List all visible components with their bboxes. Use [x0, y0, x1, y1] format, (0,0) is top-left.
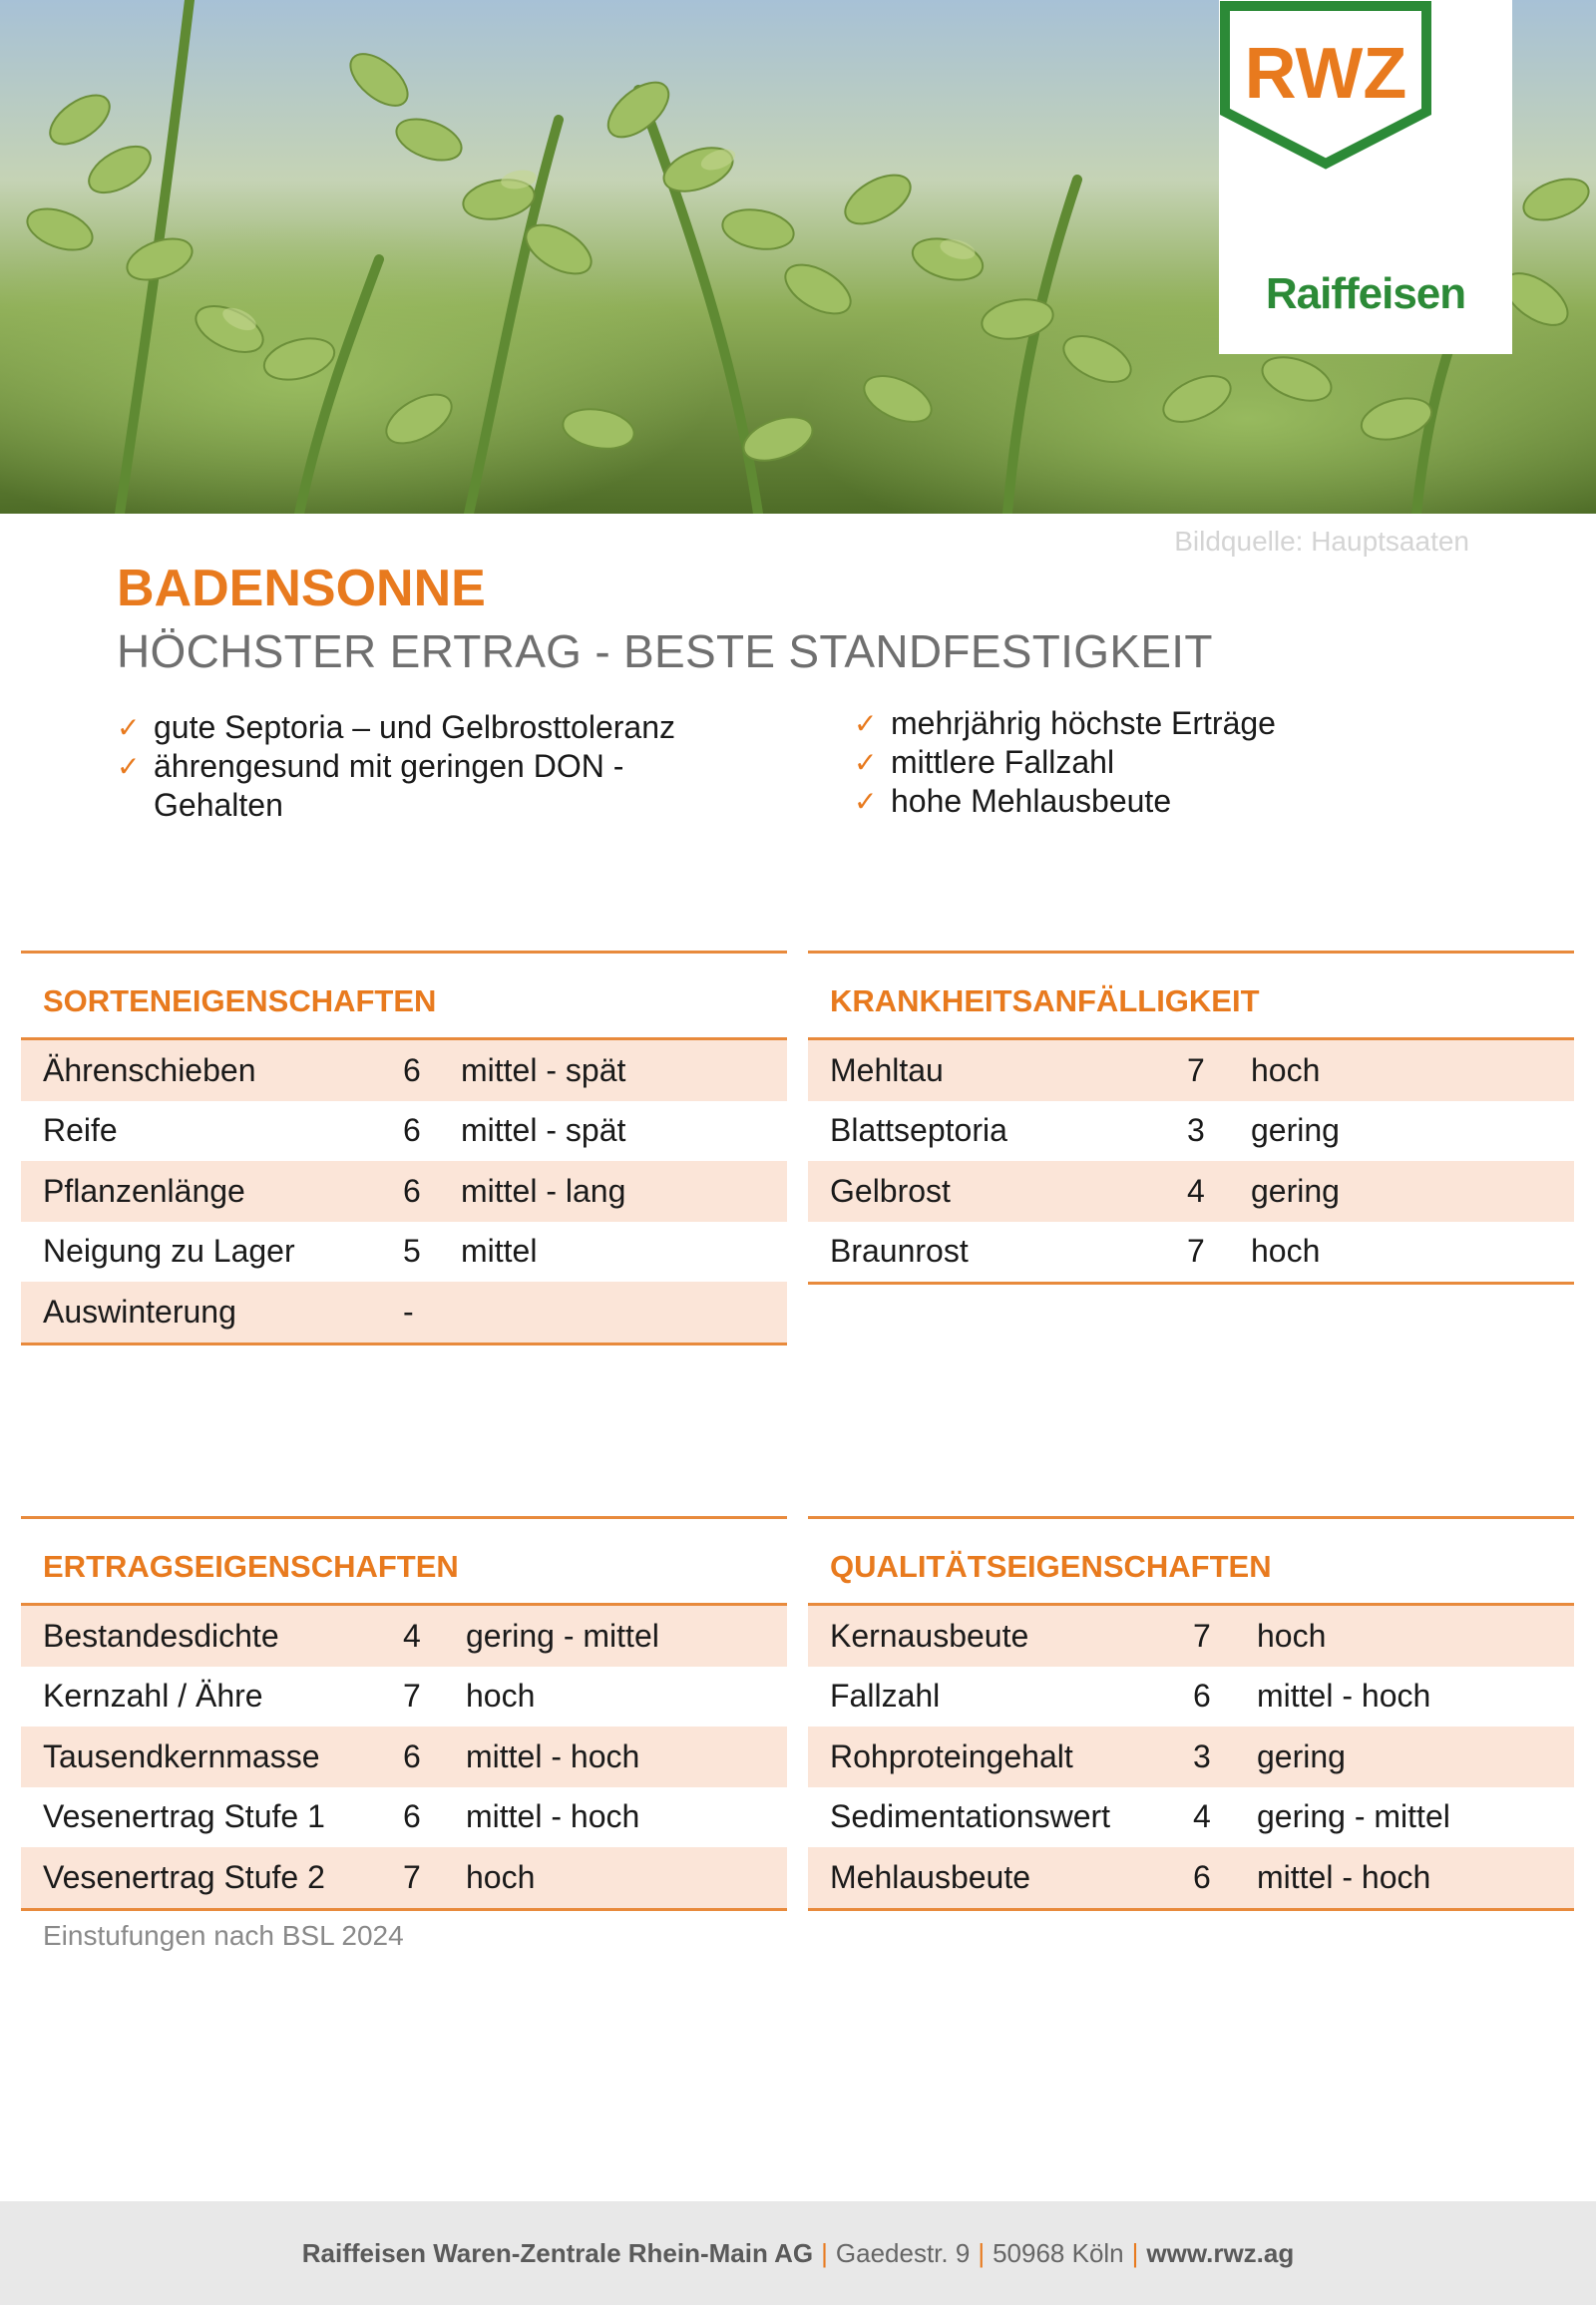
trait-score: 6: [403, 1737, 421, 1774]
table-row: [21, 1282, 787, 1343]
check-icon: ✓: [854, 747, 878, 778]
table-row: [808, 1727, 1574, 1787]
feature-item: [854, 704, 1452, 743]
check-icon: ✓: [854, 708, 878, 739]
feature-item: [854, 743, 1452, 782]
trait-name: Neigung zu Lager: [43, 1233, 295, 1270]
feature-list-left: [117, 708, 715, 825]
trait-name: Kernausbeute: [830, 1617, 1029, 1654]
feature-text: mehrjährig höchste Erträge: [891, 705, 1276, 741]
trait-rating: gering: [1257, 1737, 1346, 1774]
trait-score: 6: [403, 1112, 421, 1149]
trait-rating: mittel - hoch: [466, 1737, 640, 1774]
trait-rating: mittel - hoch: [1257, 1858, 1431, 1895]
trait-score: 6: [1193, 1858, 1211, 1895]
trait-rating: hoch: [1251, 1051, 1321, 1088]
feature-item: [854, 782, 1452, 821]
table-row: [808, 1787, 1574, 1848]
table-row: [21, 1040, 787, 1101]
trait-name: Reife: [43, 1112, 118, 1149]
trait-name: Tausendkernmasse: [43, 1737, 320, 1774]
table-row: [21, 1606, 787, 1667]
footer-separator: |: [821, 2237, 828, 2268]
check-icon: ✓: [117, 712, 141, 743]
trait-name: Gelbrost: [830, 1172, 951, 1209]
trait-name: Auswinterung: [43, 1293, 236, 1330]
footer-company: Raiffeisen Waren-Zentrale Rhein-Main AG: [301, 2237, 814, 2268]
feature-text: hohe Mehlausbeute: [891, 783, 1172, 819]
trait-score: 5: [403, 1233, 421, 1270]
trait-rating: mittel - lang: [461, 1172, 626, 1209]
image-source: Bildquelle: Hauptsaaten: [1174, 526, 1469, 557]
trait-name: Rohproteingehalt: [830, 1737, 1073, 1774]
trait-name: Blattseptoria: [830, 1112, 1007, 1149]
check-icon: ✓: [854, 786, 878, 817]
trait-rating: mittel - hoch: [1257, 1678, 1431, 1715]
table-row: [21, 1222, 787, 1283]
trait-rating: hoch: [1251, 1233, 1321, 1270]
table-heading: QUALITÄTSEIGENSCHAFTEN: [830, 1549, 1272, 1584]
wheat-field-photo: [0, 0, 1596, 514]
table-row: [808, 1847, 1574, 1908]
krankheitsanfaelligkeit-table: [808, 951, 1574, 1285]
footer-street: Gaedestr. 9: [835, 2237, 971, 2268]
trait-rating: mittel - spät: [461, 1051, 626, 1088]
trait-rating: mittel - spät: [461, 1112, 626, 1149]
trait-rating: mittel: [461, 1233, 538, 1270]
feature-text: ährengesund mit geringen DON -: [154, 748, 624, 784]
trait-score: 7: [1187, 1051, 1205, 1088]
feature-text-continuation: Gehalten: [154, 787, 283, 823]
table-row: [808, 1606, 1574, 1667]
trait-name: Mehltau: [830, 1051, 944, 1088]
divider: [808, 1282, 1574, 1285]
table-heading: KRANKHEITSANFÄLLIGKEIT: [830, 983, 1260, 1018]
trait-score: 7: [403, 1858, 421, 1895]
product-subtitle: HÖCHSTER ERTRAG - BESTE STANDFESTIGKEIT: [117, 625, 1213, 677]
feature-text: mittlere Fallzahl: [891, 744, 1115, 780]
trait-name: Vesenertrag Stufe 2: [43, 1858, 325, 1895]
table-row: [21, 1101, 787, 1162]
feature-list-right: [854, 704, 1452, 821]
trait-name: Mehlausbeute: [830, 1858, 1031, 1895]
trait-rating: mittel - hoch: [466, 1798, 640, 1835]
trait-score: 6: [403, 1051, 421, 1088]
footer-website-link[interactable]: www.rwz.ag: [1146, 2237, 1295, 2268]
ertragseigenschaften-table: [21, 1516, 787, 1911]
trait-rating: gering: [1251, 1172, 1340, 1209]
footer-separator: |: [1131, 2237, 1139, 2268]
table-row: [21, 1667, 787, 1728]
trait-name: Bestandesdichte: [43, 1617, 279, 1654]
trait-score: 7: [403, 1678, 421, 1715]
table-row: [808, 1101, 1574, 1162]
table-row: [21, 1161, 787, 1222]
divider: [808, 1908, 1574, 1911]
trait-name: Fallzahl: [830, 1678, 941, 1715]
divider: [21, 1908, 787, 1911]
trait-score: -: [403, 1293, 414, 1330]
product-title: BADENSONNE: [117, 560, 486, 617]
footer: [0, 2201, 1596, 2305]
table-row: [21, 1727, 787, 1787]
rwz-shield-icon: [1219, 0, 1432, 170]
trait-score: 7: [1187, 1233, 1205, 1270]
trait-score: 6: [403, 1172, 421, 1209]
trait-rating: hoch: [1257, 1617, 1327, 1654]
table-row: [808, 1667, 1574, 1728]
trait-rating: gering - mittel: [466, 1617, 659, 1654]
qualitaetseigenschaften-table: [808, 1516, 1574, 1911]
trait-score: 6: [403, 1798, 421, 1835]
rating-source-note: Einstufungen nach BSL 2024: [43, 1920, 404, 1951]
table-row: [21, 1787, 787, 1848]
sorteneigenschaften-table: [21, 951, 787, 1345]
trait-rating: hoch: [466, 1678, 536, 1715]
feature-text: gute Septoria – und Gelbrosttoleranz: [154, 709, 675, 745]
trait-rating: gering: [1251, 1112, 1340, 1149]
trait-score: 4: [403, 1617, 421, 1654]
trait-name: Ährenschieben: [43, 1051, 256, 1088]
table-row: [808, 1040, 1574, 1101]
footer-city: 50968 Köln: [993, 2237, 1124, 2268]
table-row: [808, 1161, 1574, 1222]
trait-name: Braunrost: [830, 1233, 969, 1270]
check-icon: ✓: [117, 751, 141, 782]
trait-name: Sedimentationswert: [830, 1798, 1111, 1835]
table-row: [808, 1222, 1574, 1283]
table-heading: SORTENEIGENSCHAFTEN: [43, 983, 437, 1018]
trait-score: 6: [1193, 1678, 1211, 1715]
table-heading: ERTRAGSEIGENSCHAFTEN: [43, 1549, 459, 1584]
feature-item: [117, 747, 715, 825]
trait-score: 7: [1193, 1617, 1211, 1654]
trait-rating: gering - mittel: [1257, 1798, 1450, 1835]
rwz-logo: [1219, 0, 1512, 354]
footer-separator: |: [978, 2237, 986, 2268]
trait-name: Vesenertrag Stufe 1: [43, 1798, 325, 1835]
trait-name: Pflanzenlänge: [43, 1172, 245, 1209]
trait-name: Kernzahl / Ähre: [43, 1678, 263, 1715]
trait-score: 3: [1187, 1112, 1205, 1149]
table-row: [21, 1847, 787, 1908]
trait-score: 4: [1193, 1798, 1211, 1835]
logo-mark: RWZ: [1244, 34, 1407, 114]
trait-score: 4: [1187, 1172, 1205, 1209]
logo-name: Raiffeisen: [1265, 269, 1466, 318]
feature-item: [117, 708, 715, 747]
trait-score: 3: [1193, 1737, 1211, 1774]
trait-rating: hoch: [466, 1858, 536, 1895]
divider: [21, 1343, 787, 1345]
